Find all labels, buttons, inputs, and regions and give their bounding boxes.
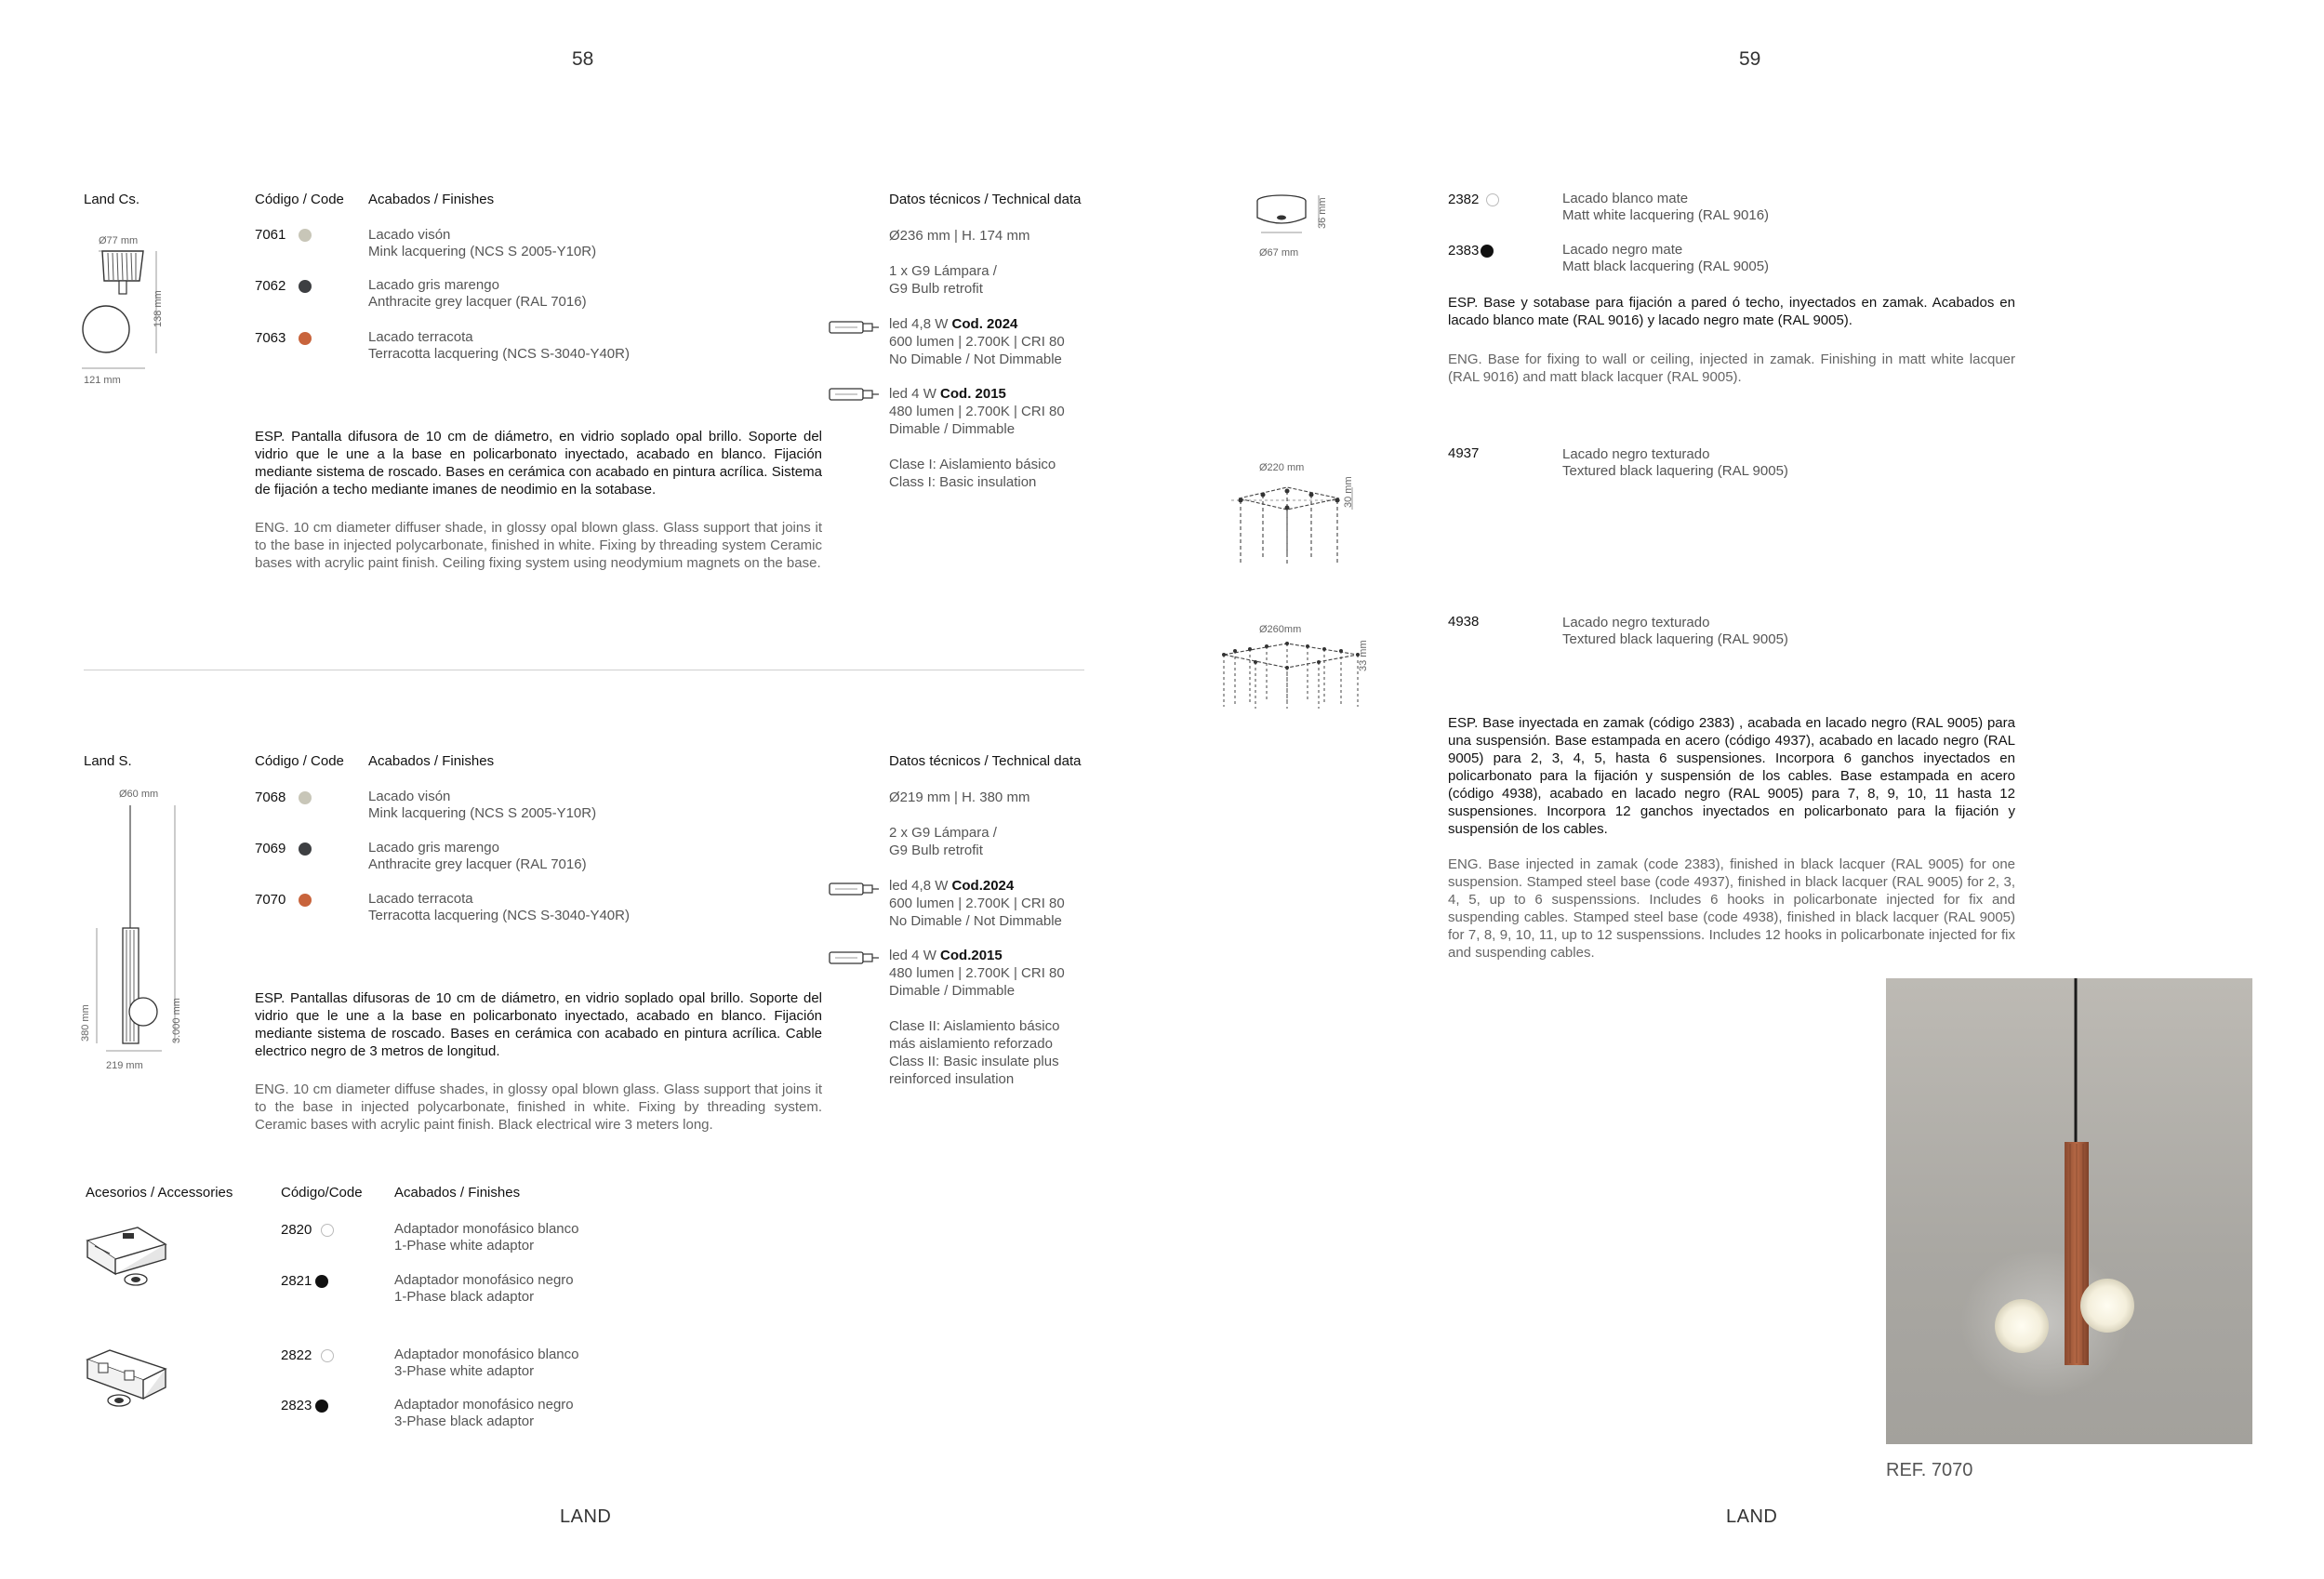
finish-en: Anthracite grey lacquer (RAL 7016) bbox=[368, 294, 587, 310]
page-number-right: 59 bbox=[1739, 48, 1761, 70]
base-es: Lacado negro texturado bbox=[1562, 446, 1710, 462]
led-spec: led 4 W bbox=[889, 386, 941, 402]
accessory-description bbox=[394, 1272, 574, 1306]
led-spec: 480 lumen | 2.700K | CRI 80 bbox=[889, 404, 1065, 419]
color-swatch bbox=[1486, 193, 1499, 206]
single-phase-adaptor-icon bbox=[82, 1220, 171, 1296]
suspension-description-es: ESP. Base inyectada en zamak (código 2383) , acabada en lacado negro (RAL 9005) para una suspensión. Base estampada en acero (código 4937), acabado en lacado negro (RAL 9005) para 2, 3, 4, 5, hasta 6 suspensiones. Incorpora 6 ganchos inyectados en policarbonato para la fijación y suspensión de los cables. Base estampada en acero (código 4938), acabado en lacado negro (RAL 9005) para 7, 8, 9, 10, 11 hasta 12 suspensiones. Incorpora 12 ganchos inyectados en policarbonato para la fijación y suspensión de los cables. bbox=[1448, 715, 2015, 837]
base-en: Textured black laquering (RAL 9005) bbox=[1562, 631, 1788, 647]
led-spec: 480 lumen | 2.700K | CRI 80 bbox=[889, 965, 1065, 981]
land-cs-drawing bbox=[78, 249, 180, 379]
led-spec: Dimable / Dimmable bbox=[889, 421, 1016, 437]
accessory-es: Adaptador monofásico negro bbox=[394, 1397, 574, 1413]
dim-height: 380 mm bbox=[80, 1004, 91, 1042]
finish-es: Lacado terracota bbox=[368, 891, 473, 907]
led-spec: led 4,8 W bbox=[889, 316, 952, 332]
tech-bulb-line: G9 Bulb retrofit bbox=[889, 843, 983, 858]
finish-en: Anthracite grey lacquer (RAL 7016) bbox=[368, 856, 587, 872]
accessory-en: 3-Phase black adaptor bbox=[394, 1413, 535, 1429]
technical-header: Datos técnicos / Technical data bbox=[889, 753, 1082, 769]
code-header: Código / Code bbox=[255, 192, 344, 207]
led-spec: 600 lumen | 2.700K | CRI 80 bbox=[889, 334, 1065, 350]
tech-bulb bbox=[889, 262, 997, 298]
tech-class-line: Clase I: Aislamiento básico bbox=[889, 457, 1056, 472]
base-description-es: ESP. Base y sotabase para fijación a pared ó techo, inyectados en zamak. Acabados en lacado blanco mate (RAL 9016) y lacado negro mate (RAL 9005). bbox=[1448, 295, 2015, 328]
finishes-header: Acabados / Finishes bbox=[394, 1185, 521, 1201]
color-swatch bbox=[321, 1224, 334, 1237]
tech-class-line: Class II: Basic insulate plus bbox=[889, 1054, 1059, 1069]
base-description-en: ENG. Base for fixing to wall or ceiling, injected in zamak. Finishing in matt white lacquer (RAL 9016) and matt black lacquer (RAL 9005). bbox=[1448, 352, 2015, 385]
finish-description bbox=[368, 277, 587, 311]
dim-height: 33 mm bbox=[1358, 640, 1369, 671]
led-spec: led 4,8 W bbox=[889, 878, 952, 894]
dim-width: 121 mm bbox=[84, 375, 121, 386]
base-en: Matt white lacquering (RAL 9016) bbox=[1562, 207, 1770, 223]
tech-bulb-line: 2 x G9 Lámpara / bbox=[889, 825, 997, 841]
finish-description bbox=[368, 789, 596, 822]
dim-diameter: Ø60 mm bbox=[119, 789, 159, 800]
dim-diameter: Ø260mm bbox=[1259, 624, 1302, 635]
finish-row bbox=[255, 841, 312, 857]
led-spec: Dimable / Dimmable bbox=[889, 983, 1016, 999]
tech-class-line: más aislamiento reforzado bbox=[889, 1036, 1053, 1052]
base-description bbox=[1562, 615, 1788, 648]
three-phase-adaptor-icon bbox=[82, 1345, 171, 1415]
tech-led-1 bbox=[889, 315, 1065, 368]
dim-height: 36 mm bbox=[1317, 197, 1328, 229]
tech-dimensions: Ø219 mm | H. 380 mm bbox=[889, 790, 1030, 805]
tech-dimensions: Ø236 mm | H. 174 mm bbox=[889, 228, 1030, 244]
ceiling-base-drawing bbox=[1252, 192, 1326, 236]
dim-height: 138 mm bbox=[153, 290, 164, 327]
base-code: 2382 bbox=[1448, 192, 1480, 207]
color-swatch bbox=[315, 1275, 328, 1288]
tech-led-2 bbox=[889, 947, 1065, 1000]
accessory-description bbox=[394, 1397, 574, 1430]
finish-es: Lacado visón bbox=[368, 789, 451, 804]
product-photo bbox=[1886, 978, 2252, 1444]
tech-class-line: reinforced insulation bbox=[889, 1071, 1015, 1087]
page-number-left: 58 bbox=[572, 48, 594, 70]
accessory-description bbox=[394, 1347, 578, 1380]
base-description bbox=[1562, 191, 1769, 224]
tech-led-1 bbox=[889, 877, 1065, 930]
led-code: Cod. 2015 bbox=[940, 386, 1006, 402]
finish-en: Terracotta lacquering (NCS S-3040-Y40R) bbox=[368, 908, 630, 923]
tech-bulb-line: 1 x G9 Lámpara / bbox=[889, 263, 997, 279]
base-row bbox=[1448, 243, 1494, 259]
color-swatch bbox=[299, 332, 312, 345]
color-swatch bbox=[299, 791, 312, 804]
photo-reference: REF. 7070 bbox=[1886, 1460, 1973, 1480]
finish-row bbox=[255, 892, 312, 909]
twelve-hook-canopy-drawing bbox=[1213, 636, 1371, 710]
six-hook-canopy-drawing bbox=[1222, 474, 1361, 567]
color-swatch bbox=[315, 1400, 328, 1413]
led-spec: 600 lumen | 2.700K | CRI 80 bbox=[889, 896, 1065, 911]
accessory-es: Adaptador monofásico blanco bbox=[394, 1221, 579, 1237]
finish-es: Lacado gris marengo bbox=[368, 277, 499, 293]
footer-right: LAND bbox=[1726, 1506, 1778, 1527]
led-spec: led 4 W bbox=[889, 948, 941, 963]
base-code: 2383 bbox=[1448, 243, 1480, 259]
finish-code: 7061 bbox=[255, 227, 286, 243]
base-es: Lacado blanco mate bbox=[1562, 191, 1689, 206]
description-en: ENG. 10 cm diameter diffuse shades, in glossy opal blown glass. Glass support that joins it to the base in injected polycarbonate, finished in white. Fixing by threading system. Ceramic bases with acrylic paint finish. Black electrical wire 3 meters long. bbox=[255, 1081, 822, 1133]
dim-diameter: Ø220 mm bbox=[1259, 462, 1305, 473]
base-es: Lacado negro mate bbox=[1562, 242, 1683, 258]
led-code: Cod.2024 bbox=[951, 878, 1015, 894]
base-en: Textured black laquering (RAL 9005) bbox=[1562, 463, 1788, 479]
color-swatch bbox=[299, 280, 312, 293]
description-es: ESP. Pantallas difusoras de 10 cm de diámetro, en vidrio soplado opal brillo. Soporte del vidrio que le une a la base en policarbonato inyectado, acabado en blanco. Fijación mediante sistema de roscado. Bases en cerámica con acabado en pintura acrílica. Cable electrico negro de 3 metros de longitud. bbox=[255, 990, 822, 1059]
accessory-row bbox=[281, 1273, 328, 1290]
accessory-code: 2823 bbox=[281, 1398, 312, 1413]
color-swatch bbox=[1481, 245, 1494, 258]
accessory-en: 1-Phase white adaptor bbox=[394, 1238, 535, 1254]
accessory-es: Adaptador monofásico negro bbox=[394, 1272, 574, 1288]
dim-cable: 3.000 mm bbox=[171, 998, 182, 1043]
finish-code: 7070 bbox=[255, 892, 286, 908]
led-spec: No Dimable / Not Dimmable bbox=[889, 913, 1062, 929]
led-bulb-icon bbox=[828, 385, 880, 404]
code-header: Código / Code bbox=[255, 753, 344, 769]
accessory-code: 2820 bbox=[281, 1222, 312, 1238]
dim-height: 30 mm bbox=[1343, 476, 1354, 508]
accessories-header: Acesorios / Accessories bbox=[86, 1185, 233, 1201]
base-code: 4938 bbox=[1448, 614, 1480, 630]
finish-row bbox=[255, 278, 312, 295]
finish-row bbox=[255, 330, 312, 347]
accessory-code: 2822 bbox=[281, 1347, 312, 1363]
accessory-row bbox=[281, 1347, 334, 1364]
accessory-en: 3-Phase white adaptor bbox=[394, 1363, 535, 1379]
tech-class bbox=[889, 1017, 1059, 1088]
code-header: Código/Code bbox=[281, 1185, 363, 1201]
finish-es: Lacado visón bbox=[368, 227, 451, 243]
dim-diameter: Ø77 mm bbox=[99, 235, 139, 246]
led-code: Cod.2015 bbox=[940, 948, 1003, 963]
tech-class-line: Class I: Basic insulation bbox=[889, 474, 1037, 490]
accessory-row bbox=[281, 1398, 328, 1414]
pendant-lamp-photo bbox=[1886, 978, 2252, 1444]
color-swatch bbox=[299, 229, 312, 242]
accessory-description bbox=[394, 1221, 578, 1254]
finish-code: 7069 bbox=[255, 841, 286, 856]
accessory-code: 2821 bbox=[281, 1273, 312, 1289]
finish-code: 7063 bbox=[255, 330, 286, 346]
tech-led-2 bbox=[889, 385, 1065, 438]
suspension-description-en: ENG. Base injected in zamak (code 2383), finished in black lacquer (RAL 9005) for one suspension. Stamped steel base (code 4937), finished in black lacquer (RAL 9005) for 2, 3, 4, 5, up to 6 suspenssions. Includes 6 hooks in policarbonate injected for fix and suspending cables. Stamped steel base (code 4938), finished in black lacquer (RAL 9005) for 7, 8, 9, 10, 11, up to 12 suspenssions. Includes 12 hooks in policarbonate injected for fix and suspending cables. bbox=[1448, 856, 2015, 961]
led-bulb-icon bbox=[828, 949, 880, 967]
tech-class bbox=[889, 456, 1056, 491]
tech-bulb bbox=[889, 824, 997, 859]
finish-description bbox=[368, 329, 630, 363]
base-description bbox=[1562, 242, 1769, 275]
accessory-en: 1-Phase black adaptor bbox=[394, 1289, 535, 1305]
base-code: 4937 bbox=[1448, 445, 1480, 461]
finish-code: 7068 bbox=[255, 790, 286, 805]
finish-es: Lacado terracota bbox=[368, 329, 473, 345]
led-bulb-icon bbox=[828, 318, 880, 337]
base-description bbox=[1562, 446, 1788, 480]
color-swatch bbox=[299, 894, 312, 907]
finish-en: Terracotta lacquering (NCS S-3040-Y40R) bbox=[368, 346, 630, 362]
finish-row bbox=[255, 227, 312, 244]
tech-bulb-line: G9 Bulb retrofit bbox=[889, 281, 983, 297]
finishes-header: Acabados / Finishes bbox=[368, 192, 495, 207]
base-row bbox=[1448, 192, 1499, 208]
footer-left: LAND bbox=[560, 1506, 612, 1527]
dim-diameter: Ø67 mm bbox=[1259, 247, 1299, 259]
finish-code: 7062 bbox=[255, 278, 286, 294]
finish-es: Lacado gris marengo bbox=[368, 840, 499, 856]
finish-description bbox=[368, 891, 630, 924]
finish-en: Mink lacquering (NCS S 2005-Y10R) bbox=[368, 805, 597, 821]
dim-width: 219 mm bbox=[106, 1060, 143, 1071]
accessory-es: Adaptador monofásico blanco bbox=[394, 1347, 579, 1362]
base-en: Matt black lacquering (RAL 9005) bbox=[1562, 259, 1770, 274]
color-swatch bbox=[321, 1349, 334, 1362]
technical-header: Datos técnicos / Technical data bbox=[889, 192, 1082, 207]
product-name-land-cs: Land Cs. bbox=[84, 192, 140, 207]
description-en: ENG. 10 cm diameter diffuser shade, in glossy opal blown glass. Glass support that joins it to the base in injected polycarbonate, finished in white. Fixing by threading system Ceramic bases with acrylic paint finish. Ceiling fixing system using neodymium magnets on the base. bbox=[255, 520, 822, 571]
tech-class-line: Clase II: Aislamiento básico bbox=[889, 1018, 1060, 1034]
led-code: Cod. 2024 bbox=[951, 316, 1018, 332]
finish-en: Mink lacquering (NCS S 2005-Y10R) bbox=[368, 244, 597, 259]
accessory-row bbox=[281, 1222, 334, 1239]
color-swatch bbox=[299, 843, 312, 856]
finishes-header: Acabados / Finishes bbox=[368, 753, 495, 769]
base-es: Lacado negro texturado bbox=[1562, 615, 1710, 630]
product-name-land-s: Land S. bbox=[84, 753, 132, 769]
finish-description bbox=[368, 840, 587, 873]
finish-row bbox=[255, 790, 312, 806]
description-es: ESP. Pantalla difusora de 10 cm de diámetro, en vidrio soplado opal brillo. Soporte del vidrio que le une a la base en policarbonato inyectado, acabado en blanco. Fijación mediante sistema de roscado. Bases en cerámica con acabado en pintura acrílica. Sistema de fijación a techo mediante imanes de neodimio en la sotabase. bbox=[255, 429, 822, 498]
finish-description bbox=[368, 227, 596, 260]
led-spec: No Dimable / Not Dimmable bbox=[889, 352, 1062, 367]
led-bulb-icon bbox=[828, 880, 880, 898]
